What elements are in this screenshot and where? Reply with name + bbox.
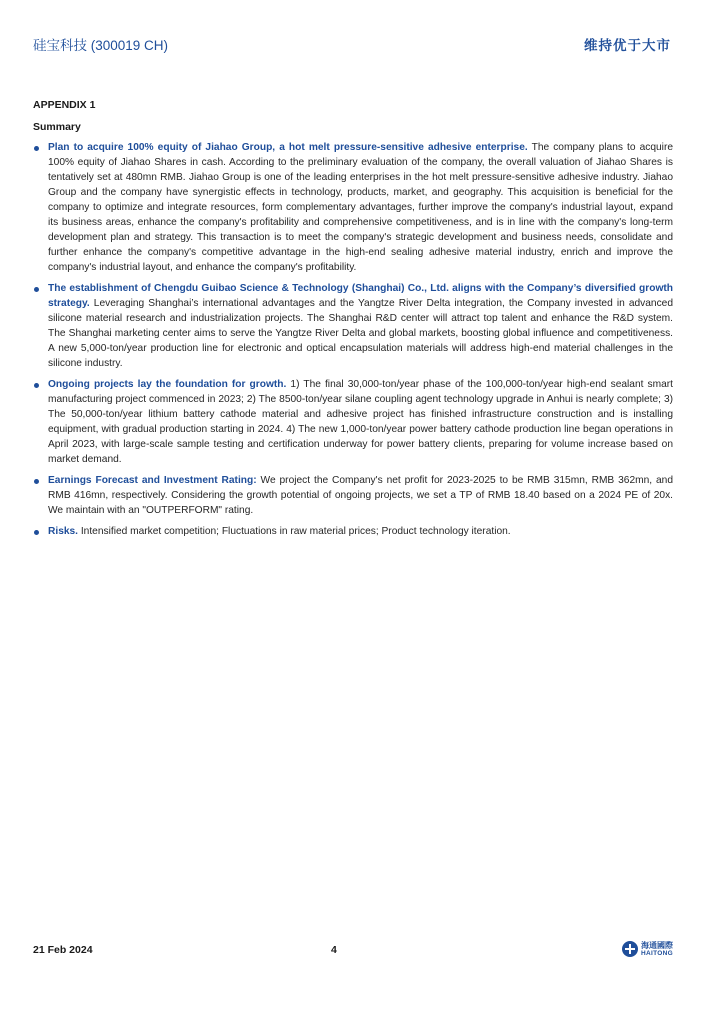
summary-bullet-list	[33, 140, 673, 539]
logo-english-text: HAITONG	[641, 950, 673, 957]
bullet-lead: Risks.	[48, 526, 79, 537]
bullet-risks	[33, 524, 673, 539]
page-number: 4	[331, 944, 337, 956]
logo-chinese-text: 海通國際	[641, 941, 673, 950]
bullet-dot-icon	[34, 530, 39, 535]
bullet-ongoing-projects	[33, 377, 673, 467]
bullet-lead: Earnings Forecast and Investment Rating:	[48, 475, 257, 486]
summary-heading: Summary	[33, 121, 81, 133]
report-content	[33, 98, 673, 545]
haitong-logo-icon	[622, 941, 638, 957]
stock-ticker-title: 硅宝科技 (300019 CH)	[33, 38, 169, 53]
bullet-lead: Ongoing projects lay the foundation for growth.	[48, 379, 287, 390]
bullet-body: 1) The final 30,000-ton/year phase of the 100,000-ton/year high-end sealant smart manufacturing project commenced in 2023; 2) The 8500-ton/year silane coupling agent technology upgrade in Anhui is nearly complete; 3) The 50,000-ton/year lithium battery cathode material and adhesive project has finished infrastructure construction and is installing equipment, with gradual production starting in 2024. 4) The new 1,000-ton/year power battery cathode production line began operations in April 2023, with large-scale sample testing and certification underway for power battery clients, preparing for volume increase based on market demand.	[48, 379, 673, 465]
appendix-heading: APPENDIX 1	[33, 99, 96, 111]
bullet-dot-icon	[34, 146, 39, 151]
bullet-lead: Plan to acquire 100% equity of Jiahao Group, a hot melt pressure-sensitive adhesive enterprise.	[48, 142, 528, 153]
bullet-body: Leveraging Shanghai’s international advantages and the Yangtze River Delta integration, the Company invested in advanced silicone material research and industrialization projects. The Shanghai R&D center will attract top talent and enhance the R&D system. The Shanghai marketing center aims to serve the Yangtze River Delta and global markets, boosting global influence and competitiveness. A new 5,000-ton/year production line for electronic and optical encapsulation materials will address high-end material challenges in the silicone industry.	[48, 298, 673, 369]
bullet-body: Intensified market competition; Fluctuations in raw material prices; Product technology iteration.	[78, 526, 511, 537]
bullet-acquisition	[33, 140, 673, 275]
bullet-shanghai-subsidiary	[33, 281, 673, 371]
report-date: 21 Feb 2024	[33, 944, 93, 956]
bullet-dot-icon	[34, 287, 39, 292]
haitong-logo	[622, 939, 676, 961]
bullet-body: The company plans to acquire 100% equity of Jiahao Shares in cash. According to the preliminary evaluation of the company, the overall valuation of Jiahao Shares is tentatively set at 480mn RMB. Jiahao Group is one of the leading enterprises in the hot melt pressure-sensitive adhesive industry. Jiahao Group and the company have synergistic effects in technology, products, market, and geography. This acquisition is beneficial for the company to optimize and integrate resources, form complementary advantages, further improve the company's industrial layout, expand its business areas, enhance the company's profitability and comprehensive competitiveness, and is in line with the company's long-term development plan and strategy. This transaction is to meet the company's strategic development and business needs, consolidate and further enhance the company's competitive advantage in the high-end sealing adhesive material industry, enrich and improve the company's industrial layout, and enhance the company's profitability.	[48, 142, 674, 273]
bullet-dot-icon	[34, 479, 39, 484]
bullet-body: We project the Company's net profit for 2023-2025 to be RMB 315mn, RMB 362mn, and RMB 416mn, respectively. Considering the growth potential of ongoing projects, we set a TP of RMB 18.40 based on a 2024 PE of 20x. We maintain with an "OUTPERFORM" rating.	[48, 475, 673, 516]
rating-title: 维持优于大市	[584, 38, 671, 53]
bullet-earnings-forecast	[33, 473, 673, 518]
bullet-lead: The establishment of Chengdu Guibao Science & Technology (Shanghai) Co., Ltd. aligns with the Company’s diversified growth strategy.	[48, 283, 673, 309]
bullet-dot-icon	[34, 383, 39, 388]
page-header	[33, 34, 671, 56]
